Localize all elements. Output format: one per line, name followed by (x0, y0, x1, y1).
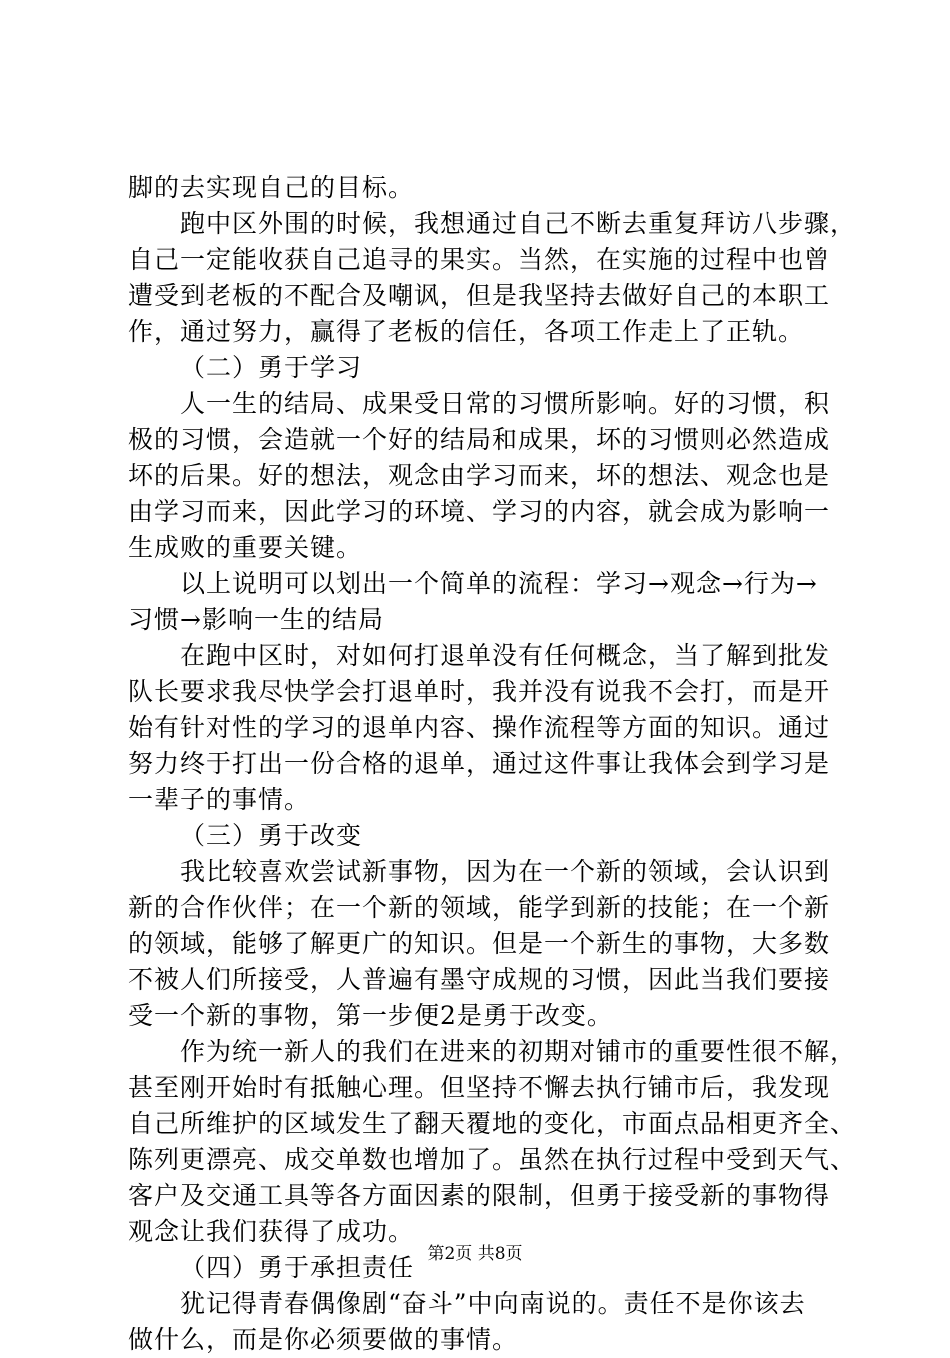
section-heading: （四）勇于承担责任 (180, 1253, 415, 1282)
page-footer: 第2页 共8页 (427, 1244, 523, 1264)
paragraph-line: 跑中区外围的时候，我想通过自己不断去重复拜访八步骤， (180, 209, 857, 238)
paragraph-line: 在跑中区时，对如何打退单没有任何概念，当了解到批发 (180, 641, 831, 670)
paragraph-line: 极的习惯，会造就一个好的结局和成果，坏的习惯则必然造成 (128, 425, 831, 454)
paragraph-line: 始有针对性的学习的退单内容、操作流程等方面的知识。通过 (128, 713, 831, 742)
paragraph-line: 的领域，能够了解更广的知识。但是一个新生的事物，大多数 (128, 929, 831, 958)
paragraph-line: 甚至刚开始时有抵触心理。但坚持不懈去执行铺市后，我发现 (128, 1073, 831, 1102)
paragraph-line: 观念让我们获得了成功。 (128, 1217, 415, 1246)
paragraph-line: 习惯→影响一生的结局 (128, 605, 384, 634)
paragraph-line: 犹记得青春偶像剧“奋斗”中向南说的。责任不是你该去 (180, 1289, 806, 1318)
paragraph-line: 做什么，而是你必须要做的事情。 (128, 1325, 519, 1354)
paragraph-line: 坏的后果。好的想法，观念由学习而来，坏的想法、观念也是 (128, 461, 831, 490)
paragraph-line: 脚的去实现自己的目标。 (128, 173, 415, 202)
paragraph-line: 陈列更漂亮、成交单数也增加了。虽然在执行过程中受到天气、 (128, 1145, 857, 1174)
paragraph-line: 作，通过努力，赢得了老板的信任，各项工作走上了正轨。 (128, 317, 805, 346)
paragraph-line: 我比较喜欢尝试新事物，因为在一个新的领域，会认识到 (180, 857, 831, 886)
document-body (128, 170, 857, 1358)
paragraph-line: 受一个新的事物，第一步便2是勇于改变。 (128, 1001, 613, 1030)
paragraph-line: 自己所维护的区域发生了翻天覆地的变化，市面点品相更齐全、 (128, 1109, 857, 1138)
paragraph-line: 作为统一新人的我们在进来的初期对铺市的重要性很不解， (180, 1037, 857, 1066)
section-heading: （二）勇于学习 (180, 353, 363, 382)
paragraph-line: 一辈子的事情。 (128, 785, 311, 814)
paragraph-line: 不被人们所接受，人普遍有墨守成规的习惯，因此当我们要接 (128, 965, 831, 994)
paragraph-line: 遭受到老板的不配合及嘲讽，但是我坚持去做好自己的本职工 (128, 281, 831, 310)
paragraph-line: 努力终于打出一份合格的退单，通过这件事让我体会到学习是 (128, 749, 831, 778)
section-heading: （三）勇于改变 (180, 821, 363, 850)
paragraph-line: 自己一定能收获自己追寻的果实。当然，在实施的过程中也曾 (128, 245, 831, 274)
paragraph-line: 队长要求我尽快学会打退单时，我并没有说我不会打，而是开 (128, 677, 831, 706)
paragraph-line: 客户及交通工具等各方面因素的限制，但勇于接受新的事物得 (128, 1181, 831, 1210)
paragraph-line: 生成败的重要关键。 (128, 533, 363, 562)
paragraph-line: 以上说明可以划出一个简单的流程：学习→观念→行为→ (180, 569, 818, 598)
paragraph-line: 新的合作伙伴；在一个新的领域，能学到新的技能；在一个新 (128, 893, 831, 922)
paragraph-line: 由学习而来，因此学习的环境、学习的内容，就会成为影响一 (128, 497, 831, 526)
paragraph-line: 人一生的结局、成果受日常的习惯所影响。好的习惯，积 (180, 389, 831, 418)
